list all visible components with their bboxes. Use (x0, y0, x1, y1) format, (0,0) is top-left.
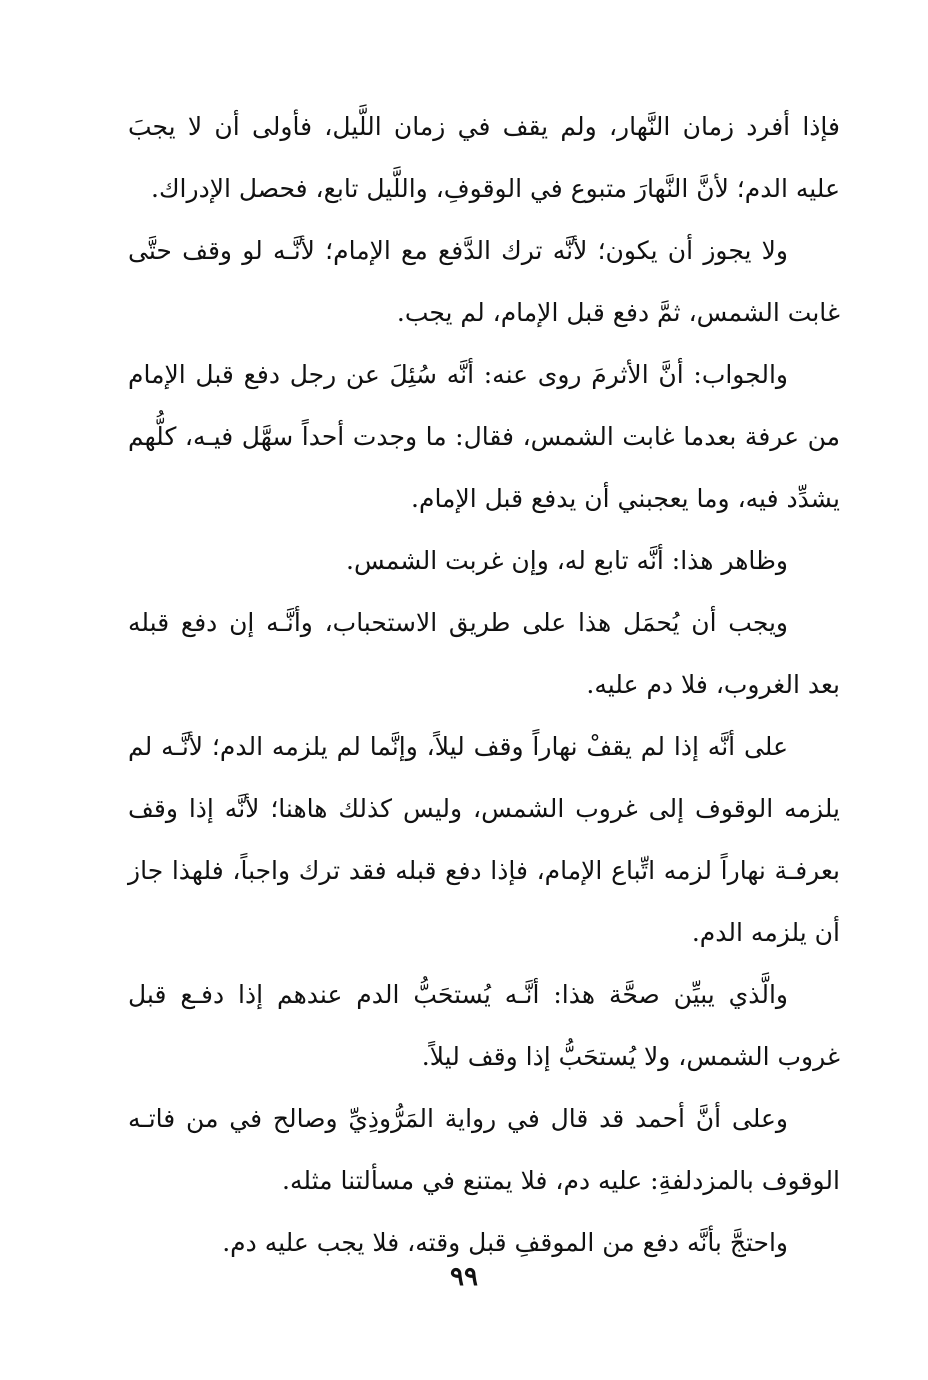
paragraph-2: ولا يجوز أن يكون؛ لأنَّه ترك الدَّفع مع الإمام؛ لأنَّـه لو وقف حتَّى غابت الشمس، ثمَّ دفع قبل الإمام، لم يجب. (128, 236, 840, 327)
paragraph-5: ويجب أن يُحمَل هذا على طريق الاستحباب، وأنَّـه إن دفع قبله بعد الغروب، فلا دم عليه. (128, 608, 840, 699)
paragraph-1: فإذا أفرد زمان النَّهار، ولم يقف في زمان اللَّيل، فأولى أن لا يجبَ عليه الدم؛ لأنَّ النَّهارَ متبوع في الوقوفِ، واللَّيل تابع، فحصل الإدراك. (128, 112, 840, 203)
paragraph-6: على أنَّه إذا لم يقفْ نهاراً وقف ليلاً، وإنَّما لم يلزمه الدم؛ لأنَّـه لم يلزمه الوقوف إلى غروب الشمس، وليس كذلك هاهنا؛ لأنَّه إذا وقف بعرفـة نهاراً لزمه اتِّباع الإمام، فإذا دفع قبله فقد ترك واجباً، فلهذا جاز أن يلزمه الدم. (128, 732, 840, 947)
paragraph-7: والَّذي يبيِّن صحَّة هذا: أنَّـه يُستحَبُّ الدم عندهم إذا دفـع قبل غروب الشمس، ولا يُستحَبُّ إذا وقف ليلاً. (128, 980, 840, 1071)
page-number: ٩٩ (450, 1262, 478, 1292)
paragraph-8: وعلى أنَّ أحمد قد قال في رواية المَرُّوذِيِّ وصالح في من فاتـه الوقوف بالمزدلفةِ: عليه دم، فلا يمتنع في مسألتنا مثله. (128, 1104, 840, 1195)
paragraph-3: والجواب: أنَّ الأثرمَ روى عنه: أنَّه سُئِلَ عن رجل دفع قبل الإمام من عرفة بعدما غابت الشمس، فقال: ما وجدت أحداً سهَّل فيـه، كلُّهم يشدِّد فيه، وما يعجبني أن يدفع قبل الإمام. (128, 360, 840, 513)
paragraph-4: وظاهر هذا: أنَّه تابع له، وإن غربت الشمس. (346, 546, 788, 575)
page-body (128, 96, 840, 1274)
paragraph-9: واحتجَّ بأنَّه دفع من الموقفِ قبل وقته، فلا يجب عليه دم. (222, 1228, 788, 1257)
